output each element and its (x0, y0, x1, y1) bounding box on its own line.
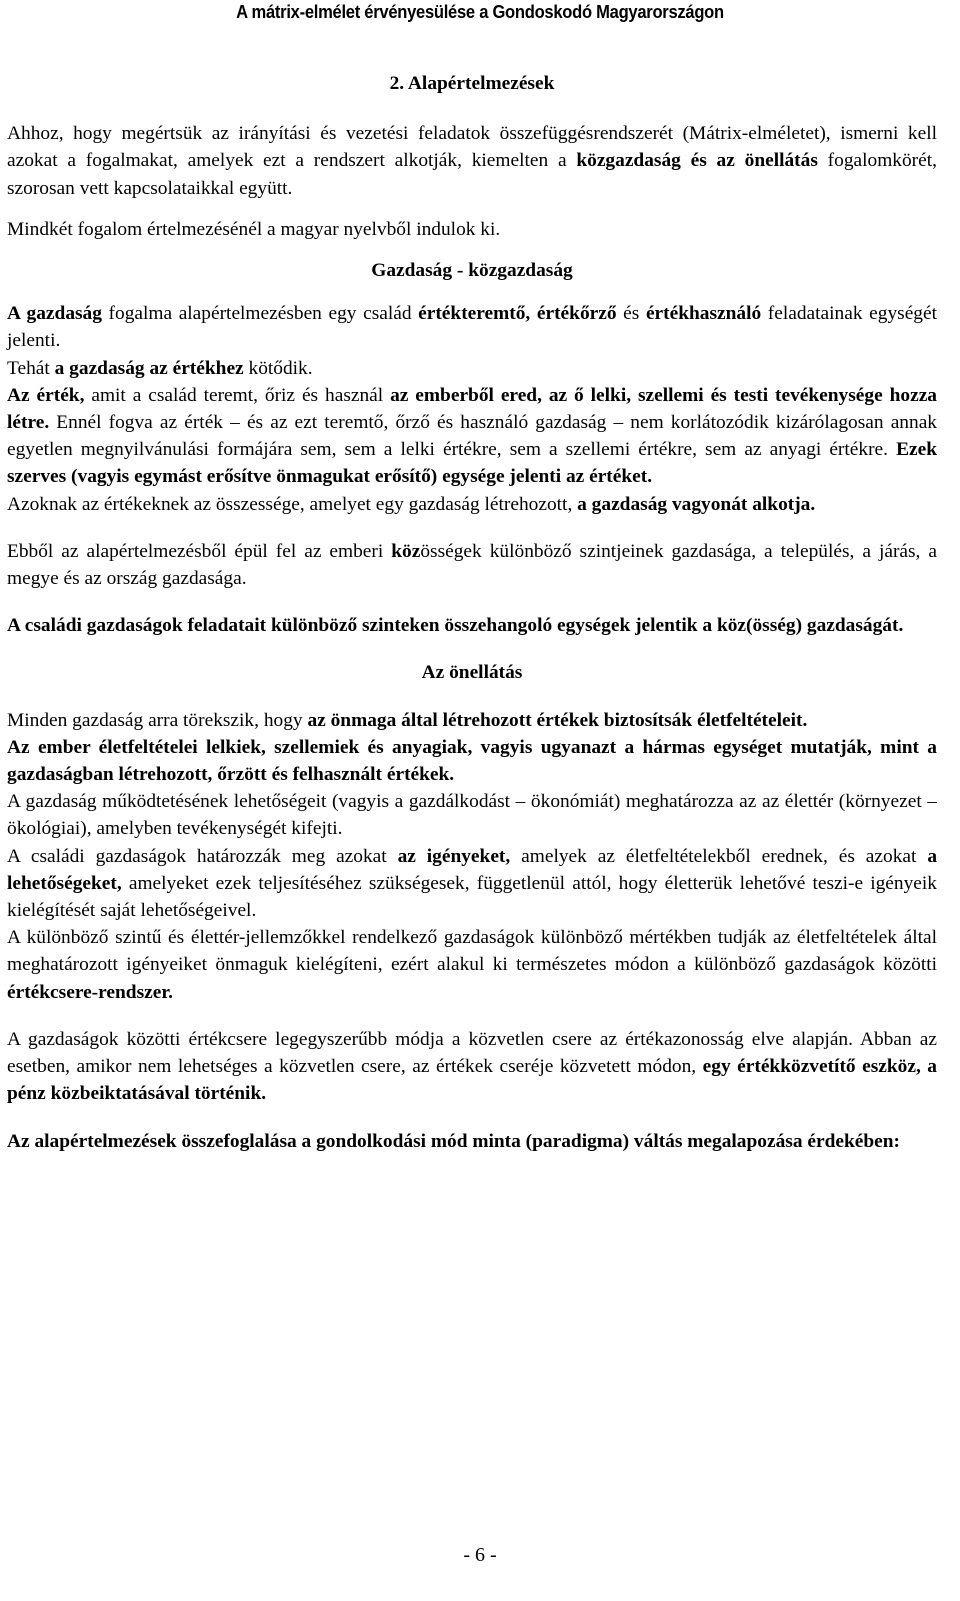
intro-paragraph-1: Ahhoz, hogy megértsük az irányítási és vezetési feladatok összefüggésrendszerét (Mátrix-elméletet), ismerni kell azokat a fogalmakat, amelyek ezt a rendszert alkotják, kiemelten a közgazdaság és az önellátás fogalomkörét, szorosan vett kapcsolataikkal együtt. (7, 123, 937, 199)
gazdasag-paragraph-4: Azoknak az értékeknek az összessége, amelyet egy gazdaság létrehozott, a gazdaság vagyonát alkotja. (7, 493, 816, 515)
onellatas-paragraph-7: Az alapértelmezések összefoglalása a gondolkodási mód minta (paradigma) váltás megalapozása érdekében: (7, 1130, 900, 1152)
running-header: A mátrix-elmélet érvényesülése a Gondoskodó Magyarországon (236, 2, 724, 22)
body-text (7, 70, 937, 1155)
gazdasag-paragraph-2: Tehát a gazdaság az értékhez kötődik. (7, 357, 313, 379)
section-title: 2. Alapértelmezések (389, 73, 555, 94)
onellatas-paragraph-6: A gazdaságok közötti értékcsere legegyszerűbb módja a közvetlen csere az értékazonosság elve alapján. Abban az esetben, amikor nem lehetséges a közvetlen csere, az értékek cseréje közvetett módon, egy értékközvetítő eszköz, a pénz közbeiktatásával történik. (7, 1028, 938, 1105)
page-number: - 6 - (463, 1544, 497, 1566)
heading-gazdasag: Gazdaság - közgazdaság (371, 260, 573, 282)
onellatas-paragraph-5: A különböző szintű és élettér-jellemzőkkel rendelkező gazdaságok különböző mértékben tudják az életfeltételek által meghatározott igényeiket önmaguk kielégíteni, ezért alakul ki természetes módon a különböző gazdaságok közötti értékcsere-rendszer. (7, 927, 937, 1003)
gazdasag-paragraph-1: A gazdaság fogalma alapértelmezésben egy család értékteremtő, értékőrző és értékhasználó feladatainak egységét jelenti. (7, 303, 937, 352)
onellatas-paragraph-1: Minden gazdaság arra törekszik, hogy az önmaga által létrehozott értékek biztosítsák életfeltételeit. (7, 709, 808, 731)
intro-paragraph-2: Mindkét fogalom értelmezésénél a magyar nyelvből indulok ki. (7, 218, 501, 240)
onellatas-paragraph-3: A gazdaság működtetésének lehetőségeit (vagyis a gazdálkodást – ökonómiát) meghatározza az az élettér (környezet – ökológiai), amelyben tevékenységét kifejti. (7, 791, 937, 840)
gazdasag-paragraph-5: Ebből az alapértelmezésből épül fel az emberi közösségek különböző szintjeinek gazdasága, a település, a járás, a megye és az ország gazdasága. (7, 540, 937, 590)
onellatas-paragraph-2: Az ember életfeltételei lelkiek, szellemiek és anyagiak, vagyis ugyanazt a hármas egységet mutatják, mint a gazdaságban létrehozott, őrzött és felhasznált értékek. (7, 736, 937, 786)
onellatas-paragraph-4: A családi gazdaságok határozzák meg azokat az igényeket, amelyek az életfeltételekből erednek, és azokat a lehetőségeket, amelyeket ezek teljesítéséhez szükségesek, függetlenül attól, hogy életterük lehetővé teszi-e igényeik kielégítését saját lehetőségeivel. (7, 845, 938, 922)
gazdasag-paragraph-3: Az érték, amit a család teremt, őriz és használ az emberből ered, az ő lelki, szellemi és testi tevékenysége hozza létre. Ennél fogva az érték – és az ezt teremtő, őrző és használó gazdaság – nem korlátozódik kizárólagosan annak egyetlen megnyilvánulási formájára sem, sem a lelki értékre, sem a szellemi értékre, sem az anyagi értékre. Ezek szerves (vagyis egymást erősítve önmagukat erősítő) egysége jelenti az értéket. (7, 384, 937, 488)
gazdasag-paragraph-6: A családi gazdaságok feladatait különböző szinteken összehangoló egységek jelentik a köz(össég) gazdaságát. (7, 615, 904, 637)
heading-onellatas: Az önellátás (421, 662, 523, 684)
